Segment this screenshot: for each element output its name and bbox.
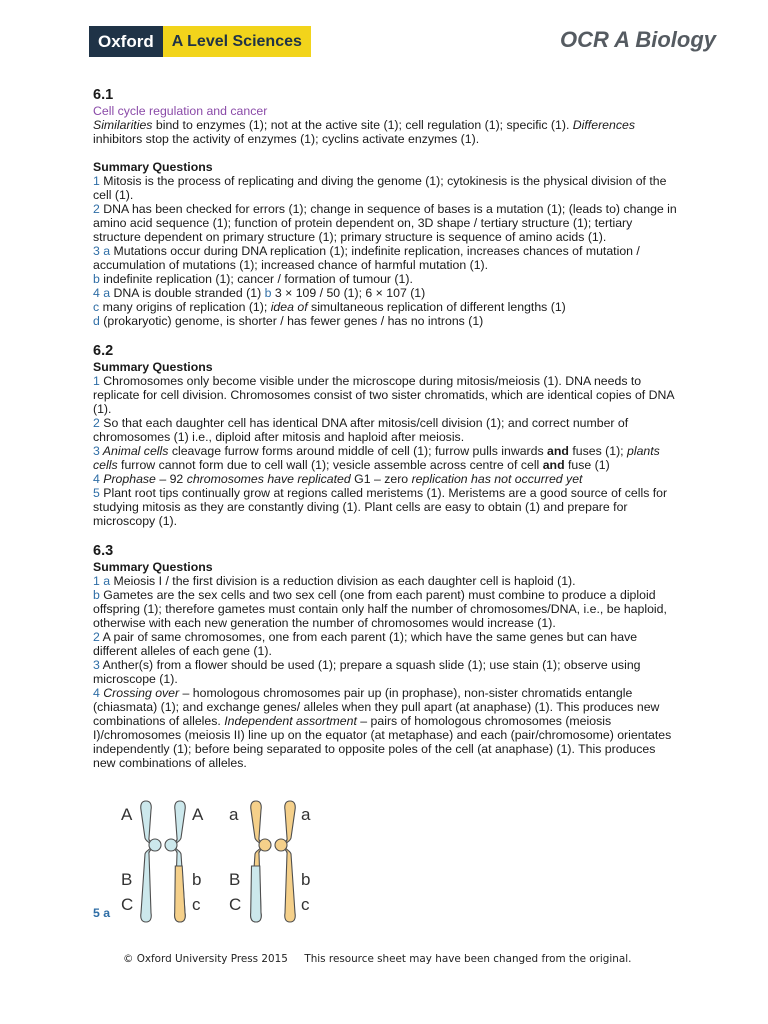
crossover-segment-blue <box>251 866 262 922</box>
section-6-3-summary-heading: Summary Questions <box>93 560 213 574</box>
centromere-blue-2 <box>165 839 177 851</box>
centromere-orange-2 <box>275 839 287 851</box>
section-6-1-intro: Similarities bind to enzymes (1); not at the active site (1); cell regulation (1); specific (1). Differences inhibitors stop the activity of enzymes (1); cyclins activate enzymes (1). <box>93 118 635 146</box>
section-6-1-summary-heading: Summary Questions <box>93 160 213 174</box>
answer-6-3-q1a: 1 a Meiosis I / the first division is a reduction division as each daughter cell is haploid (1). <box>93 574 576 588</box>
allele-label: b <box>192 870 202 889</box>
crossover-segment-orange <box>175 866 186 922</box>
copyright-notice: © Oxford University Press 2015 <box>123 953 288 965</box>
answer-6-2-q1: 1 Chromosomes only become visible under the microscope during mitosis/meiosis (1). DNA needs to replicate for cell division. Chromosomes consist of two sister chromatids, which are identical copies of DNA (1). <box>93 374 674 416</box>
resource-note: This resource sheet may have been changed from the original. <box>304 953 632 965</box>
homologous-pair-blue <box>141 801 186 922</box>
answer-6-3-q3: 3 Anther(s) from a flower should be used (1); prepare a squash slide (1); use stain (1); observe using microscope (1). <box>93 658 641 686</box>
subject-title: OCR A Biology <box>559 27 716 52</box>
answer-6-1-q4c: c many origins of replication (1); idea of simultaneous replication of different lengths (1) <box>93 300 566 314</box>
allele-label: A <box>192 805 204 824</box>
chromosome-diagram <box>93 798 333 923</box>
allele-label: C <box>121 895 134 914</box>
oxford-logo-text: Oxford <box>89 26 163 57</box>
section-6-1-number: 6.1 <box>93 87 114 103</box>
chromatid-orange-2 <box>283 801 295 922</box>
answer-6-2-q3: 3 Animal cells cleavage furrow forms around middle of cell (1); furrow pulls inwards and fuses (1); plants cells furrow cannot form due to cell wall (1); vesicle assemble across centre of cell and fuse (1) <box>93 444 660 472</box>
allele-label: c <box>301 895 310 914</box>
allele-label: B <box>229 870 241 889</box>
section-6-2-number: 6.2 <box>93 343 114 359</box>
allele-label: b <box>301 870 311 889</box>
answer-6-3-q2: 2 A pair of same chromosomes, one from each parent (1); which have the same genes but can have different alleles of each gene (1). <box>93 630 638 658</box>
centromere-blue-1 <box>149 839 161 851</box>
allele-label: B <box>121 870 133 889</box>
answer-sheet <box>93 86 681 770</box>
answer-6-3-q5a-label: 5 a <box>93 906 111 920</box>
homologous-pair-orange <box>251 801 296 922</box>
section-6-1-title: Cell cycle regulation and cancer <box>93 104 268 118</box>
answer-6-1-q3a: 3 a Mutations occur during DNA replication (1); indefinite replication, increases chances of mutation / accumulation of mutations (1); increased chance of harmful mutation (1). <box>93 244 640 272</box>
answer-6-3-q1b: b Gametes are the sex cells and two sex cell (one from each parent) must combine to produce a diploid offspring (1); therefore gametes must contain only half the number of chromosomes/DNA, i.e., be haploid, otherwise with each new generation the number of chromosomes would increase (1). <box>93 588 667 630</box>
answer-6-2-q2: 2 So that each daughter cell has identical DNA after mitosis/cell division (1); and correct number of chromosomes (1) i.e., diploid after mitosis and haploid after meiosis. <box>93 416 629 444</box>
answer-6-1-q4ab: 4 a DNA is double stranded (1) b 3 × 109 / 50 (1); 6 × 107 (1) <box>93 286 426 300</box>
answer-6-1-q1: 1 Mitosis is the process of replicating and diving the genome (1); cytokinesis is the physical division of the cell (1). <box>93 174 667 202</box>
answer-6-1-q4d: d (prokaryotic) genome, is shorter / has fewer genes / has no introns (1) <box>93 314 484 328</box>
publisher-logo <box>89 26 311 57</box>
answer-6-2-q4: 4 Prophase – 92 chromosomes have replicated G1 – zero replication has not occurred yet <box>93 472 583 486</box>
chromatid-blue-1 <box>141 801 153 922</box>
allele-label: c <box>192 895 201 914</box>
answer-6-3-q4: 4 Crossing over – homologous chromosomes pair up (in prophase), non-sister chromatids entangle (chiasmata) (1); and exchange genes/ alleles when they pull apart (at anaphase) (1). This produces new combinations of alleles. Independent assortment – pairs of homologous chromosomes (meiosis I)/chromosomes (meiosis II) line up on the equator (at metaphase) and each (pair/chromosome) orientates independently (1); before being separated to opposite poles of the cell (at anaphase) (1). This produces new combinations of alleles. <box>93 686 672 770</box>
allele-label: A <box>121 805 133 824</box>
a-level-sciences-label: A Level Sciences <box>163 26 311 57</box>
allele-label: a <box>229 805 239 824</box>
allele-label: a <box>301 805 311 824</box>
answer-6-1-q2: 2 DNA has been checked for errors (1); change in sequence of bases is a mutation (1); (leads to) change in amino acid sequence (1); function of protein dependent on, 3D shape / tertiary structure (1); tertiary structure dependent on primary structure (1); primary structure is sequence of amino acids (1). <box>93 202 677 244</box>
page-footer <box>123 953 631 965</box>
section-6-3-number: 6.3 <box>93 543 114 559</box>
allele-label: C <box>229 895 242 914</box>
answer-6-2-q5: 5 Plant root tips continually grow at regions called meristems (1). Meristems are a good source of cells for studying mitosis as they are constantly diving (1). Plant cells are easy to obtain (1) and prepare for microscopy (1). <box>93 486 668 528</box>
answer-6-1-q3b: b indefinite replication (1); cancer / formation of tumour (1). <box>93 272 413 286</box>
section-6-2-summary-heading: Summary Questions <box>93 360 213 374</box>
centromere-orange-1 <box>259 839 271 851</box>
